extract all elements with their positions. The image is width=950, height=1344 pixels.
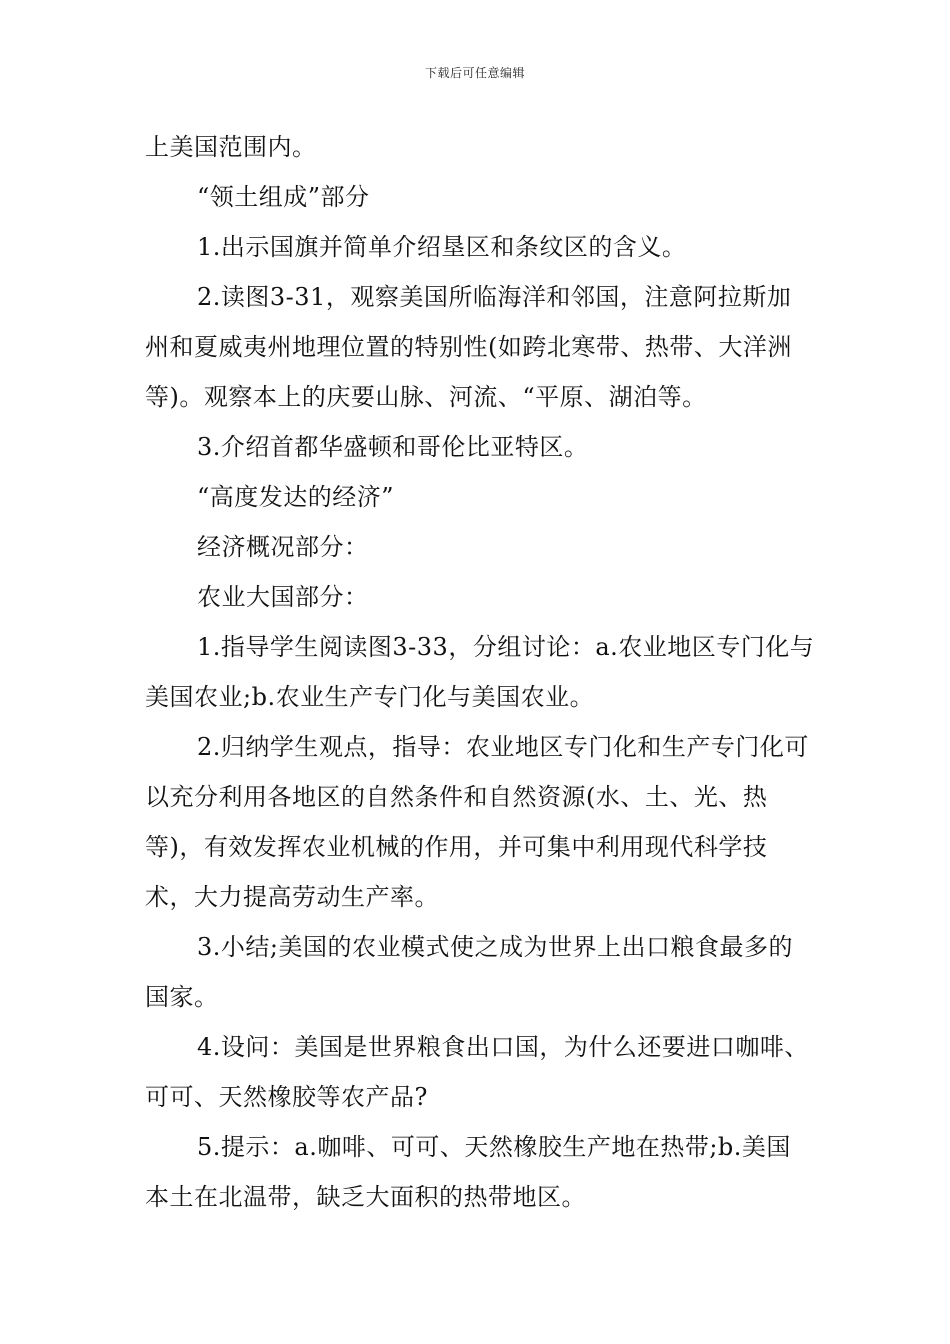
paragraph: 2.读图3-31，观察美国所临海洋和邻国，注意阿拉斯加州和夏威夷州地理位置的特别性(如跨北寒带、热带、大洋洲等)。观察本上的庆要山脉、河流、“平原、湖泊等。: [145, 283, 792, 411]
paragraph: 3.介绍首都华盛顿和哥伦比亚特区。: [197, 433, 589, 461]
paragraph: 1.指导学生阅读图3-33，分组讨论：a.农业地区专门化与美国农业;b.农业生产专门化与美国农业。: [145, 633, 815, 711]
paragraph: 农业大国部分：: [197, 583, 369, 611]
paragraph: 1.出示国旗并简单介绍垦区和条纹区的含义。: [197, 233, 687, 261]
paragraph: 5.提示：a.咖啡、可可、天然橡胶生产地在热带;b.美国本土在北温带，缺乏大面积的热带地区。: [145, 1133, 791, 1211]
page-header-note: 下载后可任意编辑: [424, 66, 525, 80]
document-body: [145, 122, 815, 1222]
paragraph: 3.小结;美国的农业模式使之成为世界上出口粮食最多的国家。: [145, 933, 793, 1011]
paragraph: 上美国范围内。: [145, 133, 317, 161]
paragraph: 经济概况部分：: [197, 533, 369, 561]
paragraph: “领土组成”部分: [197, 183, 370, 211]
paragraph: “高度发达的经济”: [197, 483, 395, 511]
paragraph: 2.归纳学生观点，指导：农业地区专门化和生产专门化可以充分利用各地区的自然条件和自然资源(水、土、光、热等)，有效发挥农业机械的作用，并可集中利用现代科学技术，大力提高劳动生产率。: [145, 733, 809, 911]
paragraph: 4.设问：美国是世界粮食出口国，为什么还要进口咖啡、可可、天然橡胶等农产品?: [145, 1033, 809, 1111]
